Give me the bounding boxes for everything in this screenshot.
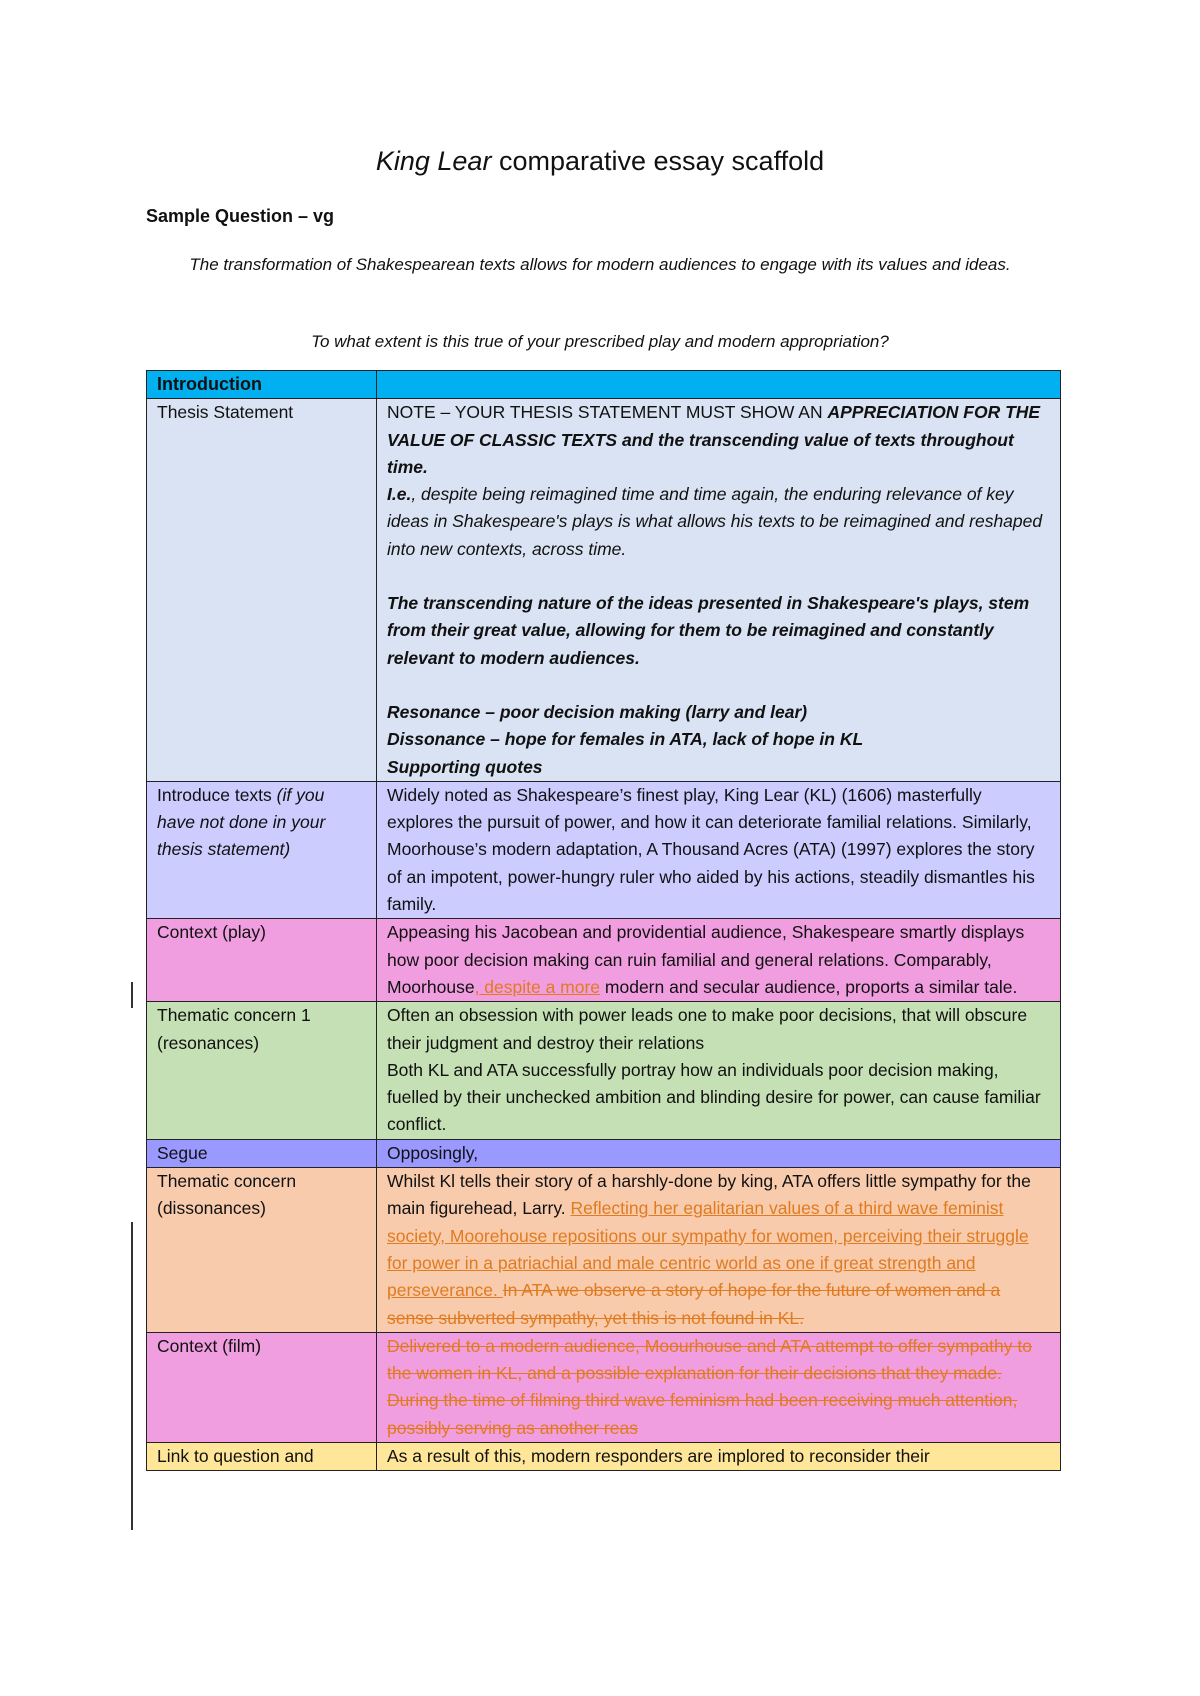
row-label-segue: Segue: [147, 1139, 377, 1167]
table-row-context-play: [147, 919, 1061, 1002]
table-row-thematic-concern-1: [147, 1002, 1061, 1139]
thesis-resonance: Resonance – poor decision making (larry and lear): [387, 701, 808, 722]
row-content-introduction: [377, 371, 1061, 399]
thesis-note: [387, 399, 1050, 481]
thesis-dissonance: Dissonance – hope for females in ATA, lack of hope in KL: [387, 729, 864, 750]
tracked-insertion: , despite a more: [474, 976, 601, 997]
page-title: [0, 146, 1200, 177]
theme2-text-a: Whilst Kl tells their story of a harshly-done by king, ATA offers little sympathy for the main figurehead, Larry.: [387, 1171, 1031, 1219]
sample-question-label: Sample Question – vg: [146, 206, 335, 226]
table-row-link-to-question: [147, 1442, 1061, 1470]
row-label-thesis: Thesis Statement: [147, 399, 377, 782]
introduce-label-plain: Introduce texts: [157, 784, 277, 805]
row-label-thematic-concern-1: Thematic concern 1 (resonances): [147, 1002, 377, 1139]
table-row-thematic-concern-dissonances: [147, 1168, 1061, 1333]
question-line-1: The transformation of Shakespearean texts allows for modern audiences to engage with its values and ideas.: [189, 255, 1011, 274]
thesis-note-plain: NOTE – YOUR THESIS STATEMENT MUST SHOW AN: [387, 402, 828, 423]
row-content-link-to-question: As a result of this, modern responders are implored to reconsider their: [377, 1442, 1061, 1470]
row-label-introduction: Introduction: [147, 371, 377, 399]
thesis-ie-label: I.e.: [387, 484, 412, 505]
introduce-label-italic: (if you have not done in your thesis statement): [157, 784, 326, 860]
table-row-thesis: [147, 399, 1061, 782]
question-line-2: To what extent is this true of your prescribed play and modern appropriation?: [311, 332, 889, 351]
row-label-context-play: Context (play): [147, 919, 377, 1002]
scaffold-table: [146, 370, 1061, 1471]
title-italic: King Lear: [375, 146, 492, 176]
row-label-introduce-texts: [147, 781, 377, 918]
row-content-thematic-concern-1: [377, 1002, 1061, 1139]
thesis-transcending: The transcending nature of the ideas presented in Shakespeare's plays, stem from their great value, allowing for them to be reimagined and constantly relevant to modern audiences.: [387, 593, 1030, 668]
table-row-introduction: [147, 371, 1061, 399]
change-bar: [131, 1222, 133, 1530]
tracked-insertion: Reflecting her egalitarian values of a third wave feminist society, Moorehouse repositions our sympathy for women, perceiving their struggle for power in a patriachial and male centric world as one if great strength and perseverance.: [387, 1198, 1029, 1301]
table-row-segue: [147, 1139, 1061, 1167]
row-content-thematic-concern-dissonances: [377, 1168, 1061, 1333]
row-content-context-play: [377, 919, 1061, 1002]
thesis-supporting-quotes: Supporting quotes: [387, 756, 543, 777]
tracked-deletion: Delivered to a modern audience, Moourhouse and ATA attempt to offer sympathy to the women in KL, and a possible explanation for their decisions that they made. During the time of filming third wave feminism had been receiving much attention, possibly serving as another reas: [387, 1335, 1032, 1438]
tracked-deletion: In ATA we observe a story of hope for the future of women and a sense subverted sympathy, yet this is not found in KL.: [387, 1280, 1001, 1328]
thesis-ie: [387, 481, 1050, 563]
context-play-text-a: Appeasing his Jacobean and providential audience, Shakespeare smartly displays how poor decision making can ruin familial and general relations. Comparably, Moorhouse: [387, 922, 1025, 997]
row-label-thematic-concern-dissonances: Thematic concern (dissonances): [147, 1168, 377, 1333]
row-content-segue: Opposingly,: [377, 1139, 1061, 1167]
change-bar: [131, 982, 133, 1008]
theme1-text-b: Both KL and ATA successfully portray how an individuals poor decision making, fuelled by their unchecked ambition and blinding desire for power, can cause familiar conflict.: [387, 1059, 1041, 1135]
row-label-context-film: Context (film): [147, 1332, 377, 1442]
context-play-text-b: modern and secular audience, proports a similar tale.: [600, 976, 1018, 997]
thesis-note-emphasis: APPRECIATION FOR THE VALUE OF CLASSIC TEXTS and the transcending value of texts throughout time.: [387, 402, 1041, 477]
theme1-text-a: Often an obsession with power leads one to make poor decisions, that will obscure their judgment and destroy their relations: [387, 1005, 1028, 1053]
thesis-ie-text: , despite being reimagined time and time again, the enduring relevance of key ideas in Shakespeare's plays is what allows his texts to be reimagined and reshaped into new contexts, across time.: [387, 484, 1043, 559]
row-label-link-to-question: Link to question and: [147, 1442, 377, 1470]
row-content-thesis: [377, 399, 1061, 782]
row-content-context-film: [377, 1332, 1061, 1442]
row-content-introduce-texts: Widely noted as Shakespeare’s finest play, King Lear (KL) (1606) masterfully explores the pursuit of power, and how it can deteriorate familial relations. Similarly, Moorhouse’s modern adaptation, A Thousand Acres (ATA) (1997) explores the story of an impotent, power-hungry ruler who aided by his actions, steadily dismantles his family.: [377, 781, 1061, 918]
table-row-introduce-texts: [147, 781, 1061, 918]
table-row-context-film: [147, 1332, 1061, 1442]
title-rest: comparative essay scaffold: [491, 146, 825, 176]
